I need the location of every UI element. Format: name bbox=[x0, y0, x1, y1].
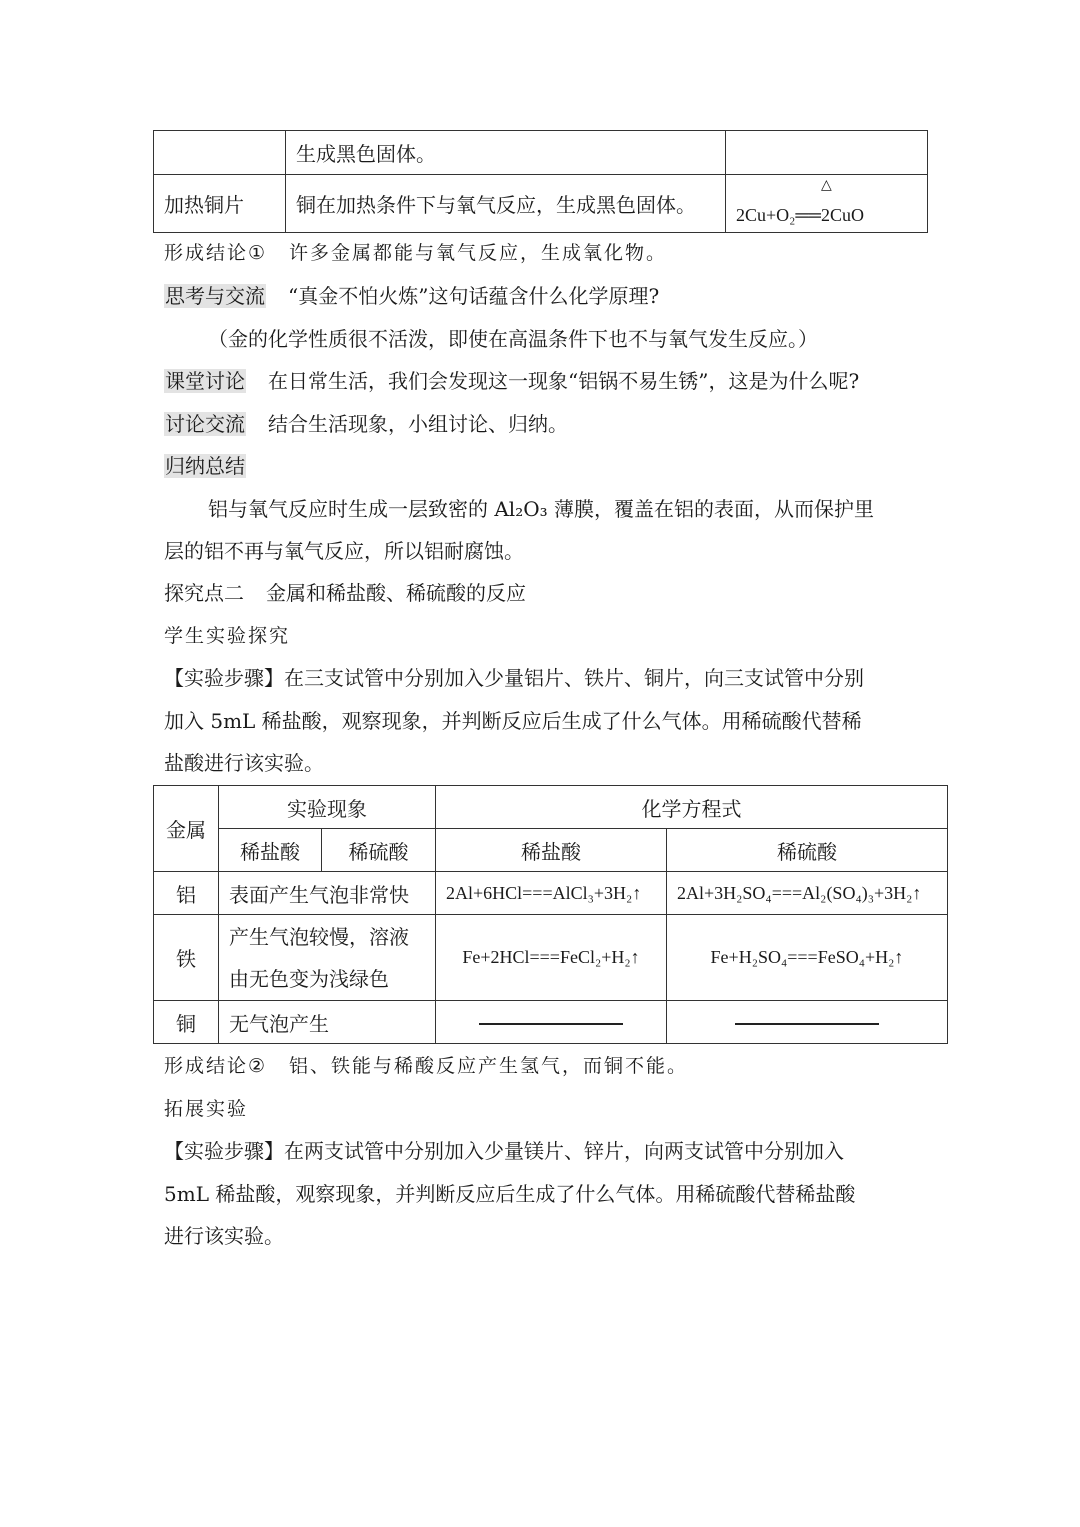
summary-line-2: 层的铝不再与氧气反应，所以铝耐腐蚀。 bbox=[164, 539, 524, 563]
exchange-label: 讨论交流 bbox=[165, 412, 245, 436]
phenomenon-line-1: 产生气泡较慢，溶液 bbox=[229, 924, 409, 949]
table-header-row bbox=[154, 786, 948, 829]
equation-h2so4-cell: 2Al+3H₂SO₄===Al₂(SO₄)₃+3H₂↑ bbox=[667, 872, 948, 915]
cell-name: 加热铜片 bbox=[154, 175, 286, 233]
cell-equation bbox=[726, 131, 928, 175]
metal-cell: 铝 bbox=[154, 872, 219, 915]
conclusion-2 bbox=[164, 1045, 688, 1087]
point-2-text: 金属和稀盐酸、稀硫酸的反应 bbox=[266, 581, 526, 605]
cell-name bbox=[154, 131, 286, 175]
table-row bbox=[154, 1001, 948, 1044]
think-text: “真金不怕火炼”这句话蕴含什么化学原理? bbox=[288, 284, 660, 308]
think-label: 思考与交流 bbox=[165, 284, 265, 308]
summary-line-1: 铝与氧气反应时生成一层致密的 Al₂O₃ 薄膜，覆盖在铝的表面，从而保护里 bbox=[208, 497, 874, 521]
exchange-text: 结合生活现象，小组讨论、归纳。 bbox=[268, 412, 568, 436]
sub-header-eq-h2so4: 稀硫酸 bbox=[667, 829, 948, 872]
table-subheader-row bbox=[154, 829, 948, 872]
equation-hcl-cell bbox=[436, 1001, 667, 1044]
sub-header-hcl: 稀盐酸 bbox=[219, 829, 322, 872]
point-2-label: 探究点二 bbox=[164, 581, 244, 605]
think-exchange bbox=[164, 275, 659, 317]
think-answer: （金的化学性质很不活泼，即使在高温条件下也不与氧气发生反应。） bbox=[208, 327, 818, 351]
steps-2-line-1: 【实验步骤】在两支试管中分别加入少量镁片、锌片，向两支试管中分别加入 bbox=[164, 1139, 844, 1163]
header-equation: 化学方程式 bbox=[436, 786, 948, 829]
reaction-condition: △ bbox=[821, 177, 832, 193]
conclusion-1 bbox=[164, 232, 667, 274]
discussion-exchange bbox=[164, 403, 568, 445]
cell-equation bbox=[726, 175, 928, 233]
phenomenon-cell bbox=[219, 915, 436, 1001]
cell-phenomenon: 生成黑色固体。 bbox=[286, 131, 726, 175]
cell-phenomenon: 铜在加热条件下与氧气反应，生成黑色固体。 bbox=[286, 175, 726, 233]
phenomenon-cell: 无气泡产生 bbox=[219, 1001, 436, 1044]
header-phenomenon: 实验现象 bbox=[219, 786, 436, 829]
class-discussion bbox=[164, 360, 859, 402]
point-2-heading bbox=[164, 572, 526, 614]
steps-1-line-1: 【实验步骤】在三支试管中分别加入少量铝片、铁片、铜片，向三支试管中分别 bbox=[164, 666, 864, 690]
sub-header-eq-hcl: 稀盐酸 bbox=[436, 829, 667, 872]
header-metal: 金属 bbox=[154, 786, 219, 872]
conclusion-1-label: 形成结论① bbox=[164, 242, 268, 264]
sub-header-h2so4: 稀硫酸 bbox=[322, 829, 436, 872]
acid-reaction-table bbox=[153, 785, 948, 1044]
summary-label: 归纳总结 bbox=[165, 454, 245, 478]
metal-cell: 铁 bbox=[154, 915, 219, 1001]
steps-1-line-2: 加入 5mL 稀盐酸，观察现象，并判断反应后生成了什么气体。用稀硫酸代替稀 bbox=[164, 709, 862, 733]
conclusion-1-text: 许多金属都能与氧气反应，生成氧化物。 bbox=[289, 242, 668, 264]
conclusion-2-text: 铝、铁能与稀酸反应产生氢气，而铜不能。 bbox=[289, 1055, 689, 1077]
oxygen-reaction-table bbox=[153, 130, 928, 233]
discussion-text: 在日常生活，我们会发现这一现象“铝锅不易生锈”，这是为什么呢? bbox=[268, 369, 860, 393]
equation-hcl-cell: Fe+2HCl===FeCl₂+H₂↑ bbox=[436, 915, 667, 1001]
student-experiment-heading: 学生实验探究 bbox=[164, 625, 291, 647]
table-row bbox=[154, 915, 948, 1001]
equation-hcl-cell: 2Al+6HCl===AlCl₃+3H₂↑ bbox=[436, 872, 667, 915]
no-reaction-line bbox=[735, 1023, 879, 1025]
equation-text: 2Cu+O₂══2CuO bbox=[736, 204, 864, 225]
table-row bbox=[154, 872, 948, 915]
steps-1-line-3: 盐酸进行该实验。 bbox=[164, 751, 324, 775]
extend-experiment-heading: 拓展实验 bbox=[164, 1098, 249, 1120]
no-reaction-line bbox=[479, 1023, 623, 1025]
table-row bbox=[154, 175, 928, 233]
phenomenon-cell: 表面产生气泡非常快 bbox=[219, 872, 436, 915]
table-row bbox=[154, 131, 928, 175]
equation-h2so4-cell bbox=[667, 1001, 948, 1044]
phenomenon-line-2: 由无色变为浅绿色 bbox=[229, 966, 389, 991]
conclusion-2-label: 形成结论② bbox=[164, 1055, 268, 1077]
steps-2-line-2: 5mL 稀盐酸，观察现象，并判断反应后生成了什么气体。用稀硫酸代替稀盐酸 bbox=[164, 1182, 856, 1206]
discussion-label: 课堂讨论 bbox=[165, 369, 245, 393]
metal-cell: 铜 bbox=[154, 1001, 219, 1044]
summary-heading bbox=[164, 445, 246, 487]
steps-2-line-3: 进行该实验。 bbox=[164, 1224, 284, 1248]
equation-h2so4-cell: Fe+H₂SO₄===FeSO₄+H₂↑ bbox=[667, 915, 948, 1001]
